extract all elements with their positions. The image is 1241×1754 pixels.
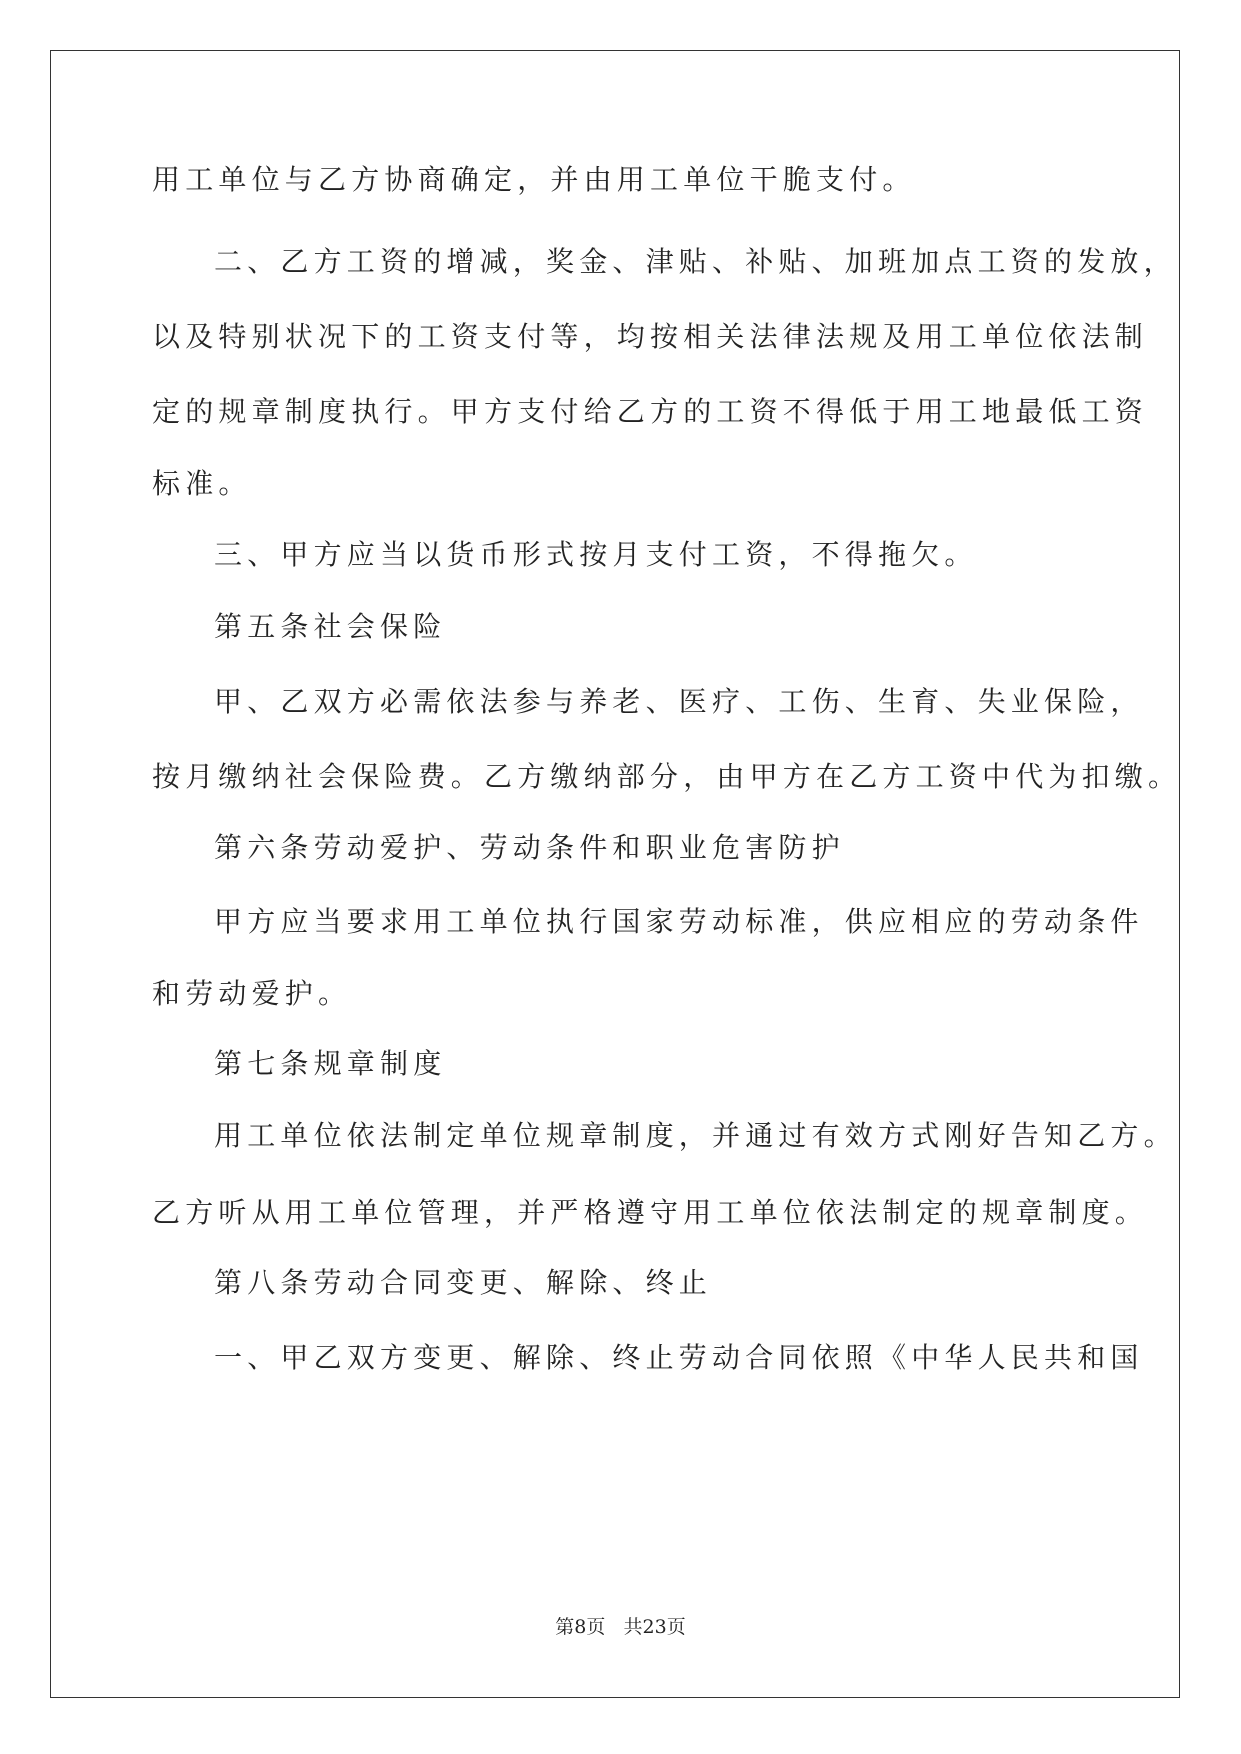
page-number: 第8页 — [555, 1616, 606, 1638]
text-line: 用工单位依法制定单位规章制度，并通过有效方式刚好告知乙方。 — [214, 1119, 1177, 1152]
text-line: 甲方应当要求用工单位执行国家劳动标准，供应相应的劳动条件 — [214, 905, 1144, 938]
text-line: 乙方听从用工单位管理，并严格遵守用工单位依法制定的规章制度。 — [152, 1196, 1149, 1229]
text-line: 以及特别状况下的工资支付等，均按相关法律法规及用工单位依法制 — [152, 320, 1149, 353]
footer-separator — [605, 1616, 623, 1638]
section-heading: 第五条社会保险 — [214, 610, 447, 643]
text-line: 用工单位与乙方协商确定，并由用工单位干脆支付。 — [152, 163, 916, 196]
section-heading: 第八条劳动合同变更、解除、终止 — [214, 1266, 713, 1299]
text-line: 甲、乙双方必需依法参与养老、医疗、工伤、生育、失业保险， — [214, 685, 1144, 718]
text-line: 按月缴纳社会保险费。乙方缴纳部分，由甲方在乙方工资中代为扣缴。 — [152, 760, 1182, 793]
text-line: 三、甲方应当以货币形式按月支付工资，不得拖欠。 — [214, 538, 978, 571]
text-line: 二、乙方工资的增减，奖金、津贴、补贴、加班加点工资的发放， — [214, 245, 1177, 278]
page-total: 共23页 — [623, 1616, 686, 1638]
section-heading: 第七条规章制度 — [214, 1047, 447, 1080]
text-line: 标准。 — [152, 467, 252, 500]
page-frame — [50, 50, 1180, 1698]
section-heading: 第六条劳动爱护、劳动条件和职业危害防护 — [214, 831, 845, 864]
page-footer — [0, 1614, 1241, 1640]
text-line: 一、甲乙双方变更、解除、终止劳动合同依照《中华人民共和国 — [214, 1341, 1144, 1374]
text-line: 和劳动爱护。 — [152, 977, 352, 1010]
text-line: 定的规章制度执行。甲方支付给乙方的工资不得低于用工地最低工资 — [152, 395, 1149, 428]
